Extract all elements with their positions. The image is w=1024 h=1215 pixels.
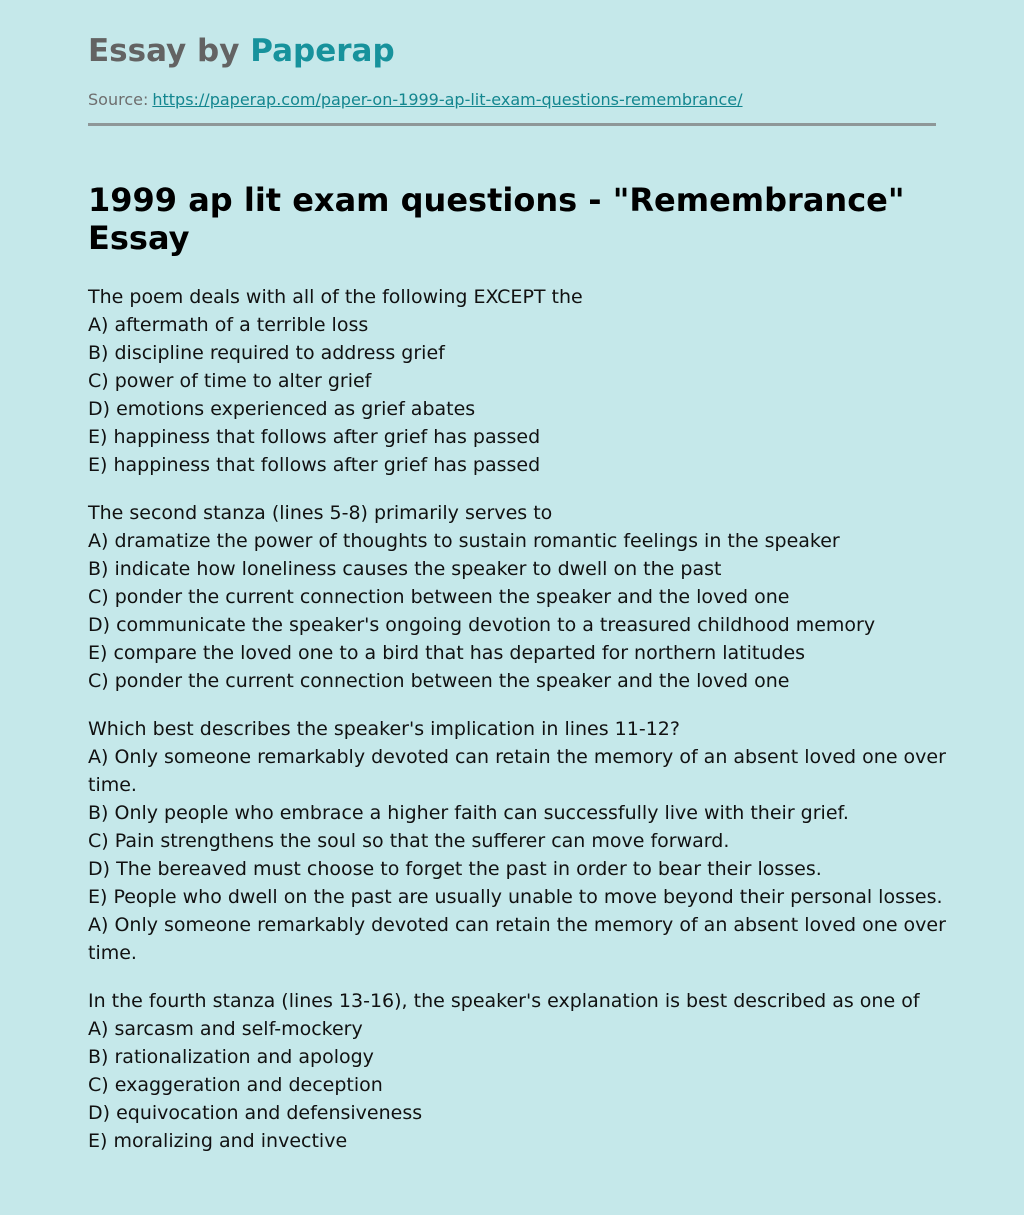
option-d: D) emotions experienced as grief abates (88, 398, 476, 420)
option-a: A) sarcasm and self-mockery (88, 1018, 363, 1040)
source-line (88, 89, 936, 111)
question-prompt: The second stanza (lines 5-8) primarily serves to (88, 502, 553, 524)
option-a: A) aftermath of a terrible loss (88, 314, 369, 336)
brand-name: Paperap (250, 33, 395, 69)
header (88, 30, 936, 111)
option-c: C) exaggeration and deception (88, 1074, 383, 1096)
source-label: Source: (88, 90, 149, 109)
option-c: C) power of time to alter grief (88, 370, 372, 392)
question-prompt: Which best describes the speaker's implication in lines 11-12? (88, 718, 680, 740)
option-e: E) compare the loved one to a bird that has departed for northern latitudes (88, 642, 806, 664)
question-prompt: In the fourth stanza (lines 13-16), the speaker's explanation is best described as one of (88, 990, 920, 1012)
question-answer: A) Only someone remarkably devoted can retain the memory of an absent loved one over time. (88, 914, 946, 964)
brand-prefix: Essay by (88, 33, 240, 69)
option-e: E) happiness that follows after grief has passed (88, 426, 541, 448)
question-block (88, 499, 948, 695)
question-answer: C) ponder the current connection between the speaker and the loved one (88, 670, 790, 692)
option-d: D) equivocation and defensiveness (88, 1102, 423, 1124)
header-divider (88, 123, 936, 126)
question-block (88, 283, 948, 479)
question-prompt: The poem deals with all of the following EXCEPT the (88, 286, 583, 308)
question-block (88, 715, 948, 967)
option-d: D) communicate the speaker's ongoing devotion to a treasured childhood memory (88, 614, 876, 636)
option-b: B) indicate how loneliness causes the speaker to dwell on the past (88, 558, 722, 580)
option-d: D) The bereaved must choose to forget the past in order to bear their losses. (88, 858, 822, 880)
essay-content (88, 181, 948, 1175)
option-e: E) People who dwell on the past are usually unable to move beyond their personal losses. (88, 886, 943, 908)
option-c: C) ponder the current connection between the speaker and the loved one (88, 586, 790, 608)
option-e: E) moralizing and invective (88, 1130, 348, 1152)
option-c: C) Pain strengthens the soul so that the sufferer can move forward. (88, 830, 730, 852)
option-b: B) discipline required to address grief (88, 342, 445, 364)
option-b: B) Only people who embrace a higher faith can successfully live with their grief. (88, 802, 849, 824)
question-answer: E) happiness that follows after grief has passed (88, 454, 541, 476)
essay-title: 1999 ap lit exam questions - "Remembrance" Essay (88, 181, 905, 257)
source-link[interactable]: https://paperap.com/paper-on-1999-ap-lit-exam-questions-remembrance/ (152, 90, 743, 109)
question-block (88, 987, 948, 1155)
option-a: A) dramatize the power of thoughts to sustain romantic feelings in the speaker (88, 530, 840, 552)
option-b: B) rationalization and apology (88, 1046, 374, 1068)
brand-title (88, 30, 936, 72)
option-a: A) Only someone remarkably devoted can retain the memory of an absent loved one over time. (88, 746, 946, 796)
